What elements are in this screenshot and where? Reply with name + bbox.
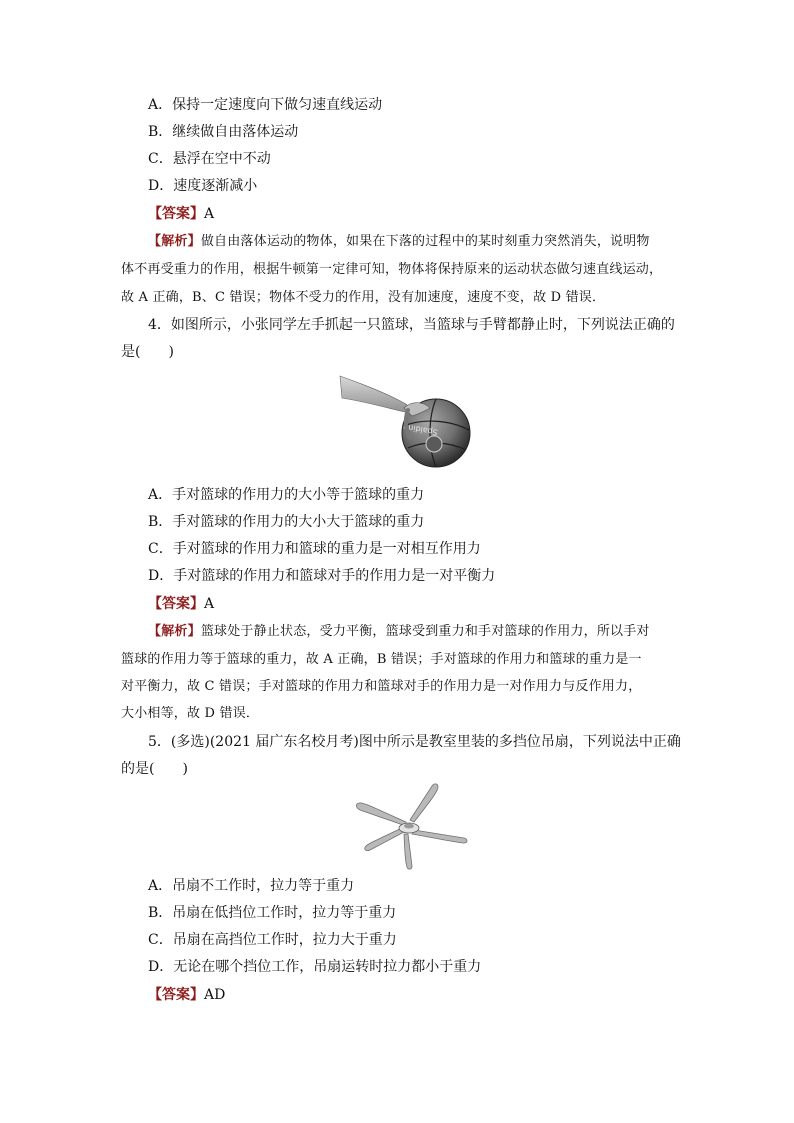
option-a: A．保持一定速度向下做匀速直线运动 [148,97,383,113]
explanation-line: 篮球的作用力等于篮球的重力，故 A 正确，B 错误；手对篮球的作用力和篮球的重力是一 [121,652,642,667]
explanation-text: 做自由落体运动的物体，如果在下落的过程中的某时刻重力突然消失，说明物 [200,234,650,249]
option-c: C．手对篮球的作用力和篮球的重力是一对相互作用力 [148,541,481,557]
svg-text:Spalding: Spalding [402,421,439,437]
answer-tag: 【答案】 [148,596,204,612]
option-c: C．悬浮在空中不动 [148,151,271,167]
answer-value: A [204,206,215,222]
explanation-line: 对平衡力，故 C 错误；手对篮球的作用力和篮球对手的作用力是一对作用力与反作用力， [121,679,642,694]
option-c: C．吊扇在高挡位工作时，拉力大于重力 [148,932,397,948]
answer-line [148,594,214,614]
answer-tag: 【答案】 [148,987,204,1003]
option-a: A．吊扇不工作时，拉力等于重力 [148,878,355,894]
explanation-tag: 【解析】 [148,234,201,249]
explanation-line [148,622,650,642]
basketball-figure [338,368,478,468]
option-d: D．无论在哪个挡位工作，吊扇运转时拉力都小于重力 [148,959,482,975]
ceiling-fan-figure [352,780,470,870]
explanation-tag: 【解析】 [148,624,201,639]
option-d: D．速度逐渐减小 [148,178,258,194]
option-b: B．继续做自由落体运动 [148,124,299,140]
explanation-line: 大小相等，故 D 错误． [121,706,260,721]
option-a: A．手对篮球的作用力的大小等于篮球的重力 [148,487,425,503]
answer-value: AD [204,987,226,1003]
question-4-stem-cont: 是( ) [121,344,174,360]
explanation-text: 篮球处于静止状态，受力平衡，篮球受到重力和手对篮球的作用力，所以手对 [200,624,650,639]
answer-tag: 【答案】 [148,206,204,222]
question-4-stem: 4．如图所示，小张同学左手抓起一只篮球，当篮球与手臂都静止时，下列说法正确的 [148,317,675,333]
answer-line [148,204,214,224]
option-b: B．手对篮球的作用力的大小大于篮球的重力 [148,514,425,530]
option-d: D．手对篮球的作用力和篮球对手的作用力是一对平衡力 [148,568,496,584]
explanation-line: 体不再受重力的作用，根据牛顿第一定律可知，物体将保持原来的运动状态做匀速直线运动， [121,262,663,277]
question-5-stem: 5．(多选)(2021 届广东名校月考)图中所示是教室里装的多挡位吊扇，下列说法中正确 [148,734,681,750]
explanation-line: 故 A 正确，B、C 错误；物体不受力的作用，没有加速度，速度不变，故 D 错误． [121,290,606,305]
question-5-stem-cont: 的是( ) [121,761,188,777]
option-b: B．吊扇在低挡位工作时，拉力等于重力 [148,905,397,921]
explanation-line [148,232,650,252]
answer-line [148,985,225,1005]
answer-value: A [204,596,215,612]
